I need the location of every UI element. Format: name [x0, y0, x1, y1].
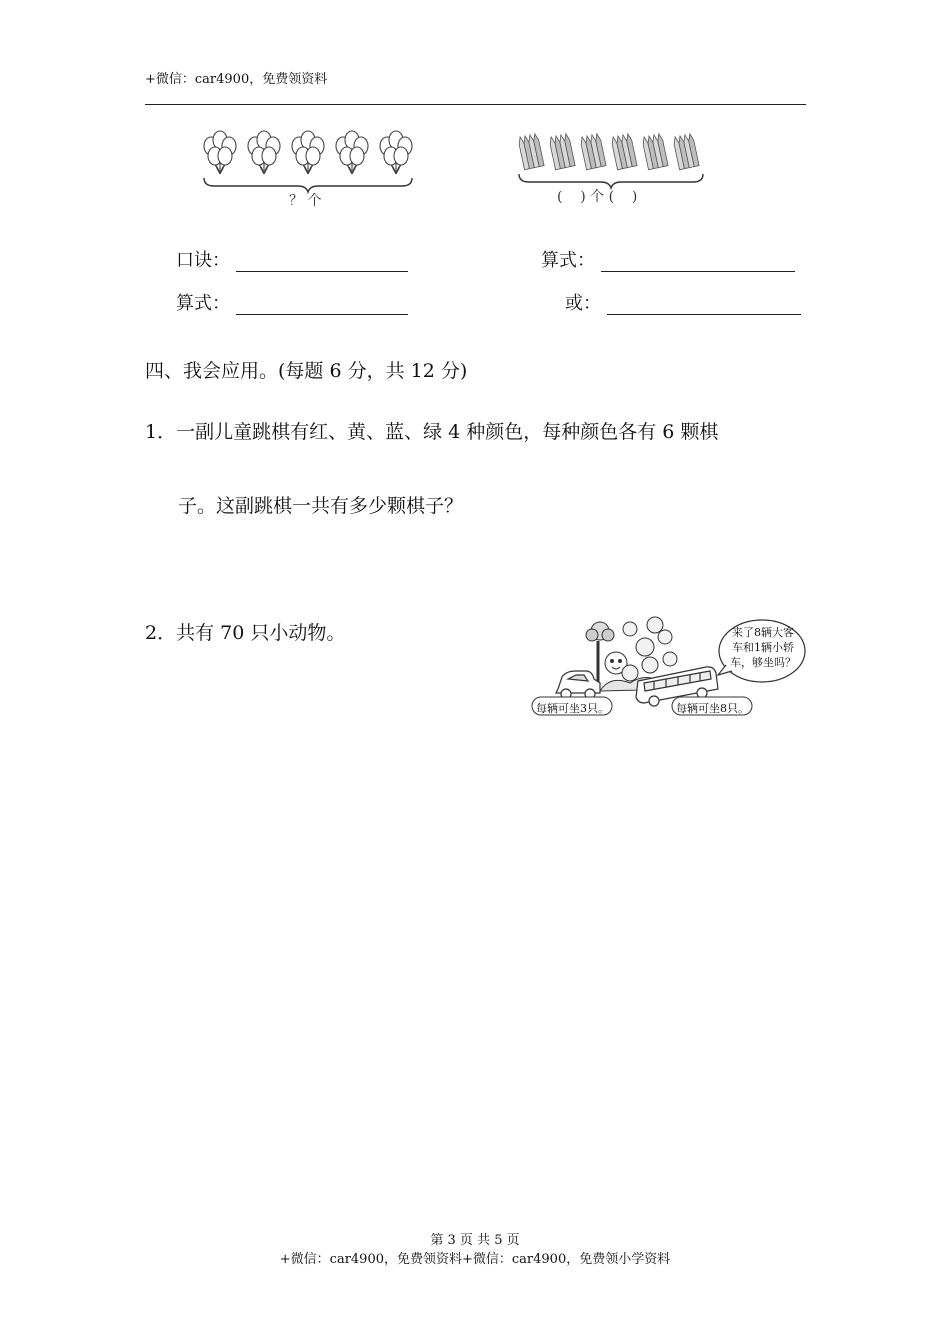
animals-illustration [530, 613, 806, 717]
balloon-bunch-icon [248, 131, 280, 174]
pencil-bundle-icon [673, 133, 699, 169]
balloon-bunch-icon [380, 131, 412, 174]
header-divider [145, 104, 806, 105]
footer-note: +微信：car4900，免费领资料+微信：car4900，免费领小学资料 [279, 1252, 671, 1267]
pencils-caption: ( ) 个 ( ) [557, 189, 638, 205]
question-2-text: 2．共有 70 只小动物。 [145, 622, 346, 644]
or-blank[interactable] [607, 313, 801, 315]
speech-bubble [726, 625, 800, 670]
question-1-line1: 1．一副儿童跳棋有红、黄、蓝、绿 4 种颜色，每种颜色各有 6 颗棋 [145, 421, 719, 443]
form-row-koujue [176, 246, 408, 272]
koujue-blank[interactable] [236, 270, 408, 272]
formula-left-blank[interactable] [236, 313, 408, 315]
car-icon [556, 671, 600, 699]
or-label: 或： [565, 293, 601, 314]
car-capacity-label: 每辆可坐3只。 [536, 702, 609, 715]
balloons-caption: ？ 个 [289, 193, 322, 209]
section-title: 四、我会应用。(每题 6 分，共 12 分) [145, 360, 468, 382]
pencil-bundle-icon [580, 133, 606, 169]
pencil-bundle-icon [518, 133, 544, 169]
formula-right-label: 算式： [541, 250, 595, 271]
bubble-line-2: 车和1辆小轿 [732, 641, 794, 654]
pencil-bundle-icon [611, 133, 637, 169]
koujue-label: 口诀： [176, 250, 230, 271]
bubble-line-1: 来了8辆大客 [732, 626, 794, 639]
page-number: 第 3 页 共 5 页 [430, 1233, 520, 1248]
balloon-bunch-icon [292, 131, 324, 174]
balloon-bunch-icon [336, 131, 368, 174]
balloon-bunch-icon [204, 131, 236, 174]
form-row-or [565, 289, 801, 315]
formula-right-blank[interactable] [601, 270, 795, 272]
bus-capacity-label: 每辆可坐8只。 [676, 702, 749, 715]
pencil-bundle-icon [642, 133, 668, 169]
bubble-line-3: 车，够坐吗？ [730, 656, 796, 669]
form-row-formula-left [176, 289, 408, 315]
question-1-line2: 子。这副跳棋一共有多少颗棋子？ [178, 495, 464, 517]
pencil-bundle-icon [549, 133, 575, 169]
header-note: +微信：car4900，免费领资料 [145, 72, 328, 87]
formula-left-label: 算式： [176, 293, 230, 314]
form-row-formula-right [541, 246, 795, 272]
